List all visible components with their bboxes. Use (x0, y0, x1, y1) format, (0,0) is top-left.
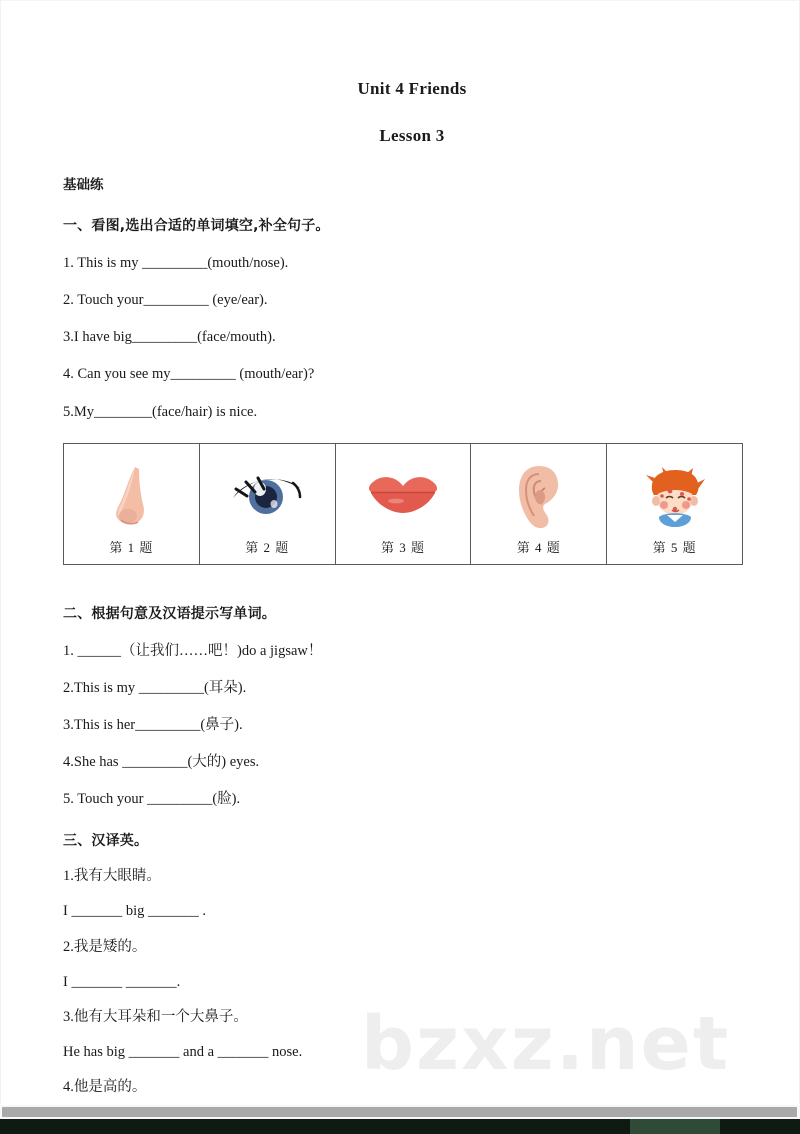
background-strip (0, 1119, 800, 1134)
exercise-3-heading: 三、汉译英。 (63, 833, 149, 850)
picture-caption: 第 5 题 (652, 539, 697, 555)
picture-caption: 第 4 题 (516, 539, 561, 555)
background-glow (630, 1119, 720, 1134)
exercise-2-question-2: 2.This is my _________(耳朵). (63, 679, 247, 696)
horizontal-scrollbar[interactable] (0, 1105, 800, 1119)
exercise-2-question-5: 5. Touch your _________(脸). (63, 791, 241, 808)
exercise-3-line-5: 3.他有大耳朵和一个大鼻子。 (63, 1008, 248, 1025)
exercise-3-line-3: 2.我是矮的。 (63, 938, 147, 955)
exercise-1-question-4: 4. Can you see my_________ (mouth/ear)? (63, 366, 315, 383)
scrollbar-thumb[interactable] (2, 1107, 797, 1117)
exercise-3-line-1: 1.我有大眼睛。 (63, 868, 161, 885)
exercise-1-heading: 一、看图,选出合适的单词填空,补全句子。 (63, 218, 330, 234)
site-watermark: bzxz.net (361, 1001, 731, 1087)
ear-icon (471, 461, 606, 535)
exercise-2-question-4: 4.She has _________(大的) eyes. (63, 754, 260, 770)
exercise-1-question-3: 3.I have big_________(face/mouth). (63, 329, 276, 346)
picture-cell-1 (64, 443, 200, 564)
exercise-2-heading: 二、根据句意及汉语提示写单词。 (63, 605, 276, 622)
exercise-1-question-1: 1. This is my _________(mouth/nose). (63, 255, 289, 271)
table-row (64, 443, 743, 564)
picture-cell-5 (607, 443, 743, 564)
exercise-3-line-7: 4.他是高的。 (63, 1079, 147, 1095)
nose-icon (64, 461, 199, 535)
picture-cell-3 (335, 443, 471, 564)
picture-caption: 第 3 题 (380, 539, 425, 555)
exercise-3-line-2: I _______ big _______ . (63, 903, 206, 920)
picture-caption: 第 1 题 (109, 539, 154, 555)
child-face-icon (607, 461, 742, 535)
eye-icon (200, 461, 335, 535)
picture-reference-table (63, 443, 743, 565)
section-label-basic-practice: 基础练 (63, 177, 104, 193)
lips-icon (336, 461, 471, 527)
picture-cell-2 (199, 443, 335, 564)
exercise-2-question-1: 1. ______（让我们……吧！)do a jigsaw！ (63, 642, 323, 659)
exercise-2-question-3: 3.This is her_________(鼻子). (63, 716, 243, 733)
picture-cell-4 (471, 443, 607, 564)
page-title: Unit 4 Friends (357, 79, 467, 98)
exercise-3-line-4: I _______ _______. (63, 973, 181, 990)
exercise-1-question-5: 5.My________(face/hair) is nice. (63, 403, 258, 420)
exercise-1-question-2: 2. Touch your_________ (eye/ear). (63, 292, 268, 309)
picture-caption: 第 2 题 (245, 539, 290, 555)
exercise-3-line-6: He has big _______ and a _______ nose. (63, 1043, 303, 1060)
document-content (63, 79, 753, 1131)
page-subtitle: Lesson 3 (379, 126, 445, 145)
